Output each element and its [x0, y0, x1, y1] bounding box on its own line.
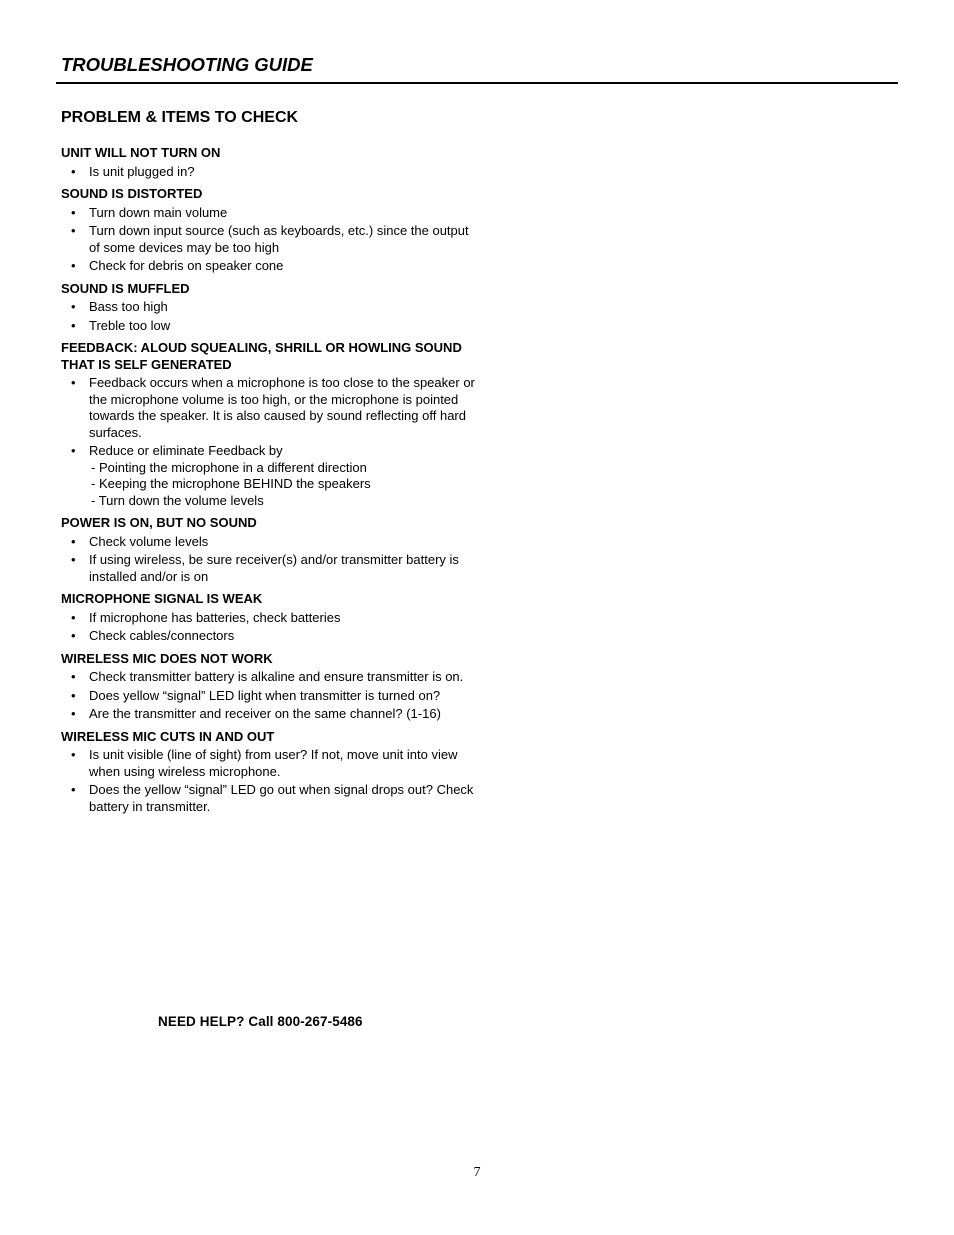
page-number: 7 — [473, 1165, 481, 1180]
problem-heading: FEEDBACK: ALOUD SQUEALING, SHRILL OR HOWLING SOUND THAT IS SELF GENERATED — [61, 340, 462, 372]
problem-section — [61, 145, 481, 180]
check-item-text: Turn down input source (such as keyboards, etc.) since the output of some devices may be too high — [89, 223, 469, 255]
check-item — [61, 747, 481, 780]
problem-heading: SOUND IS DISTORTED — [61, 186, 203, 201]
bullet-icon: • — [71, 443, 76, 458]
problem-heading: UNIT WILL NOT TURN ON — [61, 145, 221, 160]
bullet-icon: • — [71, 299, 76, 314]
check-item-text: Check volume levels — [89, 533, 209, 549]
check-item-text: Bass too high — [89, 299, 168, 314]
check-item — [61, 552, 481, 585]
bullet-icon: • — [71, 706, 76, 721]
check-item-text: Are the transmitter and receiver on the same channel? (1-16) — [89, 706, 441, 721]
check-item — [61, 443, 481, 509]
problem-section — [61, 281, 481, 335]
check-item-text: Turn down main volume — [89, 204, 228, 220]
problem-heading: SOUND IS MUFFLED — [61, 280, 190, 296]
check-item — [61, 318, 481, 335]
bullet-icon: • — [71, 782, 76, 797]
bullet-icon: • — [71, 609, 76, 625]
check-item-text: Check cables/connectors — [89, 628, 235, 643]
check-item — [61, 164, 481, 181]
bullet-icon: • — [71, 533, 76, 549]
check-item — [61, 688, 481, 705]
check-item — [61, 782, 481, 815]
problem-section — [61, 591, 481, 645]
check-item — [61, 534, 481, 551]
section-title: PROBLEM & ITEMS TO CHECK — [61, 109, 299, 126]
header-divider — [56, 82, 898, 84]
bullet-icon: • — [71, 317, 76, 333]
check-item — [61, 205, 481, 222]
check-item-text: Does yellow “signal” LED light when transmitter is turned on? — [89, 687, 441, 703]
check-item — [61, 223, 481, 256]
bullet-icon: • — [71, 628, 76, 643]
check-item — [61, 299, 481, 316]
bullet-icon: • — [71, 669, 76, 684]
check-item — [61, 706, 481, 723]
troubleshooting-list — [61, 145, 481, 821]
sub-step: - Turn down the volume levels — [91, 492, 264, 508]
bullet-icon: • — [71, 258, 76, 273]
check-item-text: Check for debris on speaker cone — [89, 258, 284, 273]
problem-heading: POWER IS ON, BUT NO SOUND — [61, 515, 257, 530]
check-item-text: Does the yellow “signal” LED go out when signal drops out? Check battery in transmitter. — [89, 782, 474, 814]
check-item — [61, 628, 481, 645]
problem-heading: WIRELESS MIC CUTS IN AND OUT — [61, 728, 275, 744]
check-item-text: Treble too low — [89, 317, 171, 333]
check-item-text: Feedback occurs when a microphone is too close to the speaker or the microphone volume is too high, or the microphone is pointed towards the speaker. It is also caused by sound reflecting off hard surfaces. — [89, 375, 475, 440]
bullet-icon: • — [71, 747, 76, 762]
bullet-icon: • — [71, 375, 76, 390]
problem-section — [61, 729, 481, 816]
sub-step: - Keeping the microphone BEHIND the speakers — [91, 476, 371, 491]
problem-section — [61, 340, 481, 509]
problem-section — [61, 515, 481, 585]
bullet-icon: • — [71, 204, 76, 220]
bullet-icon: • — [71, 163, 76, 179]
problem-section — [61, 651, 481, 723]
check-item — [61, 258, 481, 275]
help-line: NEED HELP? Call 800-267-5486 — [158, 1014, 363, 1029]
page-title: TROUBLESHOOTING GUIDE — [61, 54, 313, 75]
problem-heading: WIRELESS MIC DOES NOT WORK — [61, 650, 273, 666]
check-item-text: Is unit visible (line of sight) from user? If not, move unit into view when using wireless microphone. — [89, 747, 458, 779]
check-item-text: If using wireless, be sure receiver(s) and/or transmitter battery is installed and/or is on — [89, 552, 459, 584]
check-item-text: Check transmitter battery is alkaline and ensure transmitter is on. — [89, 669, 464, 684]
check-item — [61, 669, 481, 686]
check-item-text: Is unit plugged in? — [89, 163, 195, 179]
bullet-icon: • — [71, 223, 76, 238]
bullet-icon: • — [71, 687, 76, 703]
check-item — [61, 610, 481, 627]
problem-heading: MICROPHONE SIGNAL IS WEAK — [61, 591, 263, 606]
check-item-text: If microphone has batteries, check batteries — [89, 609, 341, 625]
bullet-icon: • — [71, 552, 76, 567]
check-item-text: Reduce or eliminate Feedback by — [89, 443, 283, 458]
problem-section — [61, 186, 481, 275]
sub-step: - Pointing the microphone in a different direction — [91, 459, 367, 475]
check-item — [61, 375, 481, 441]
